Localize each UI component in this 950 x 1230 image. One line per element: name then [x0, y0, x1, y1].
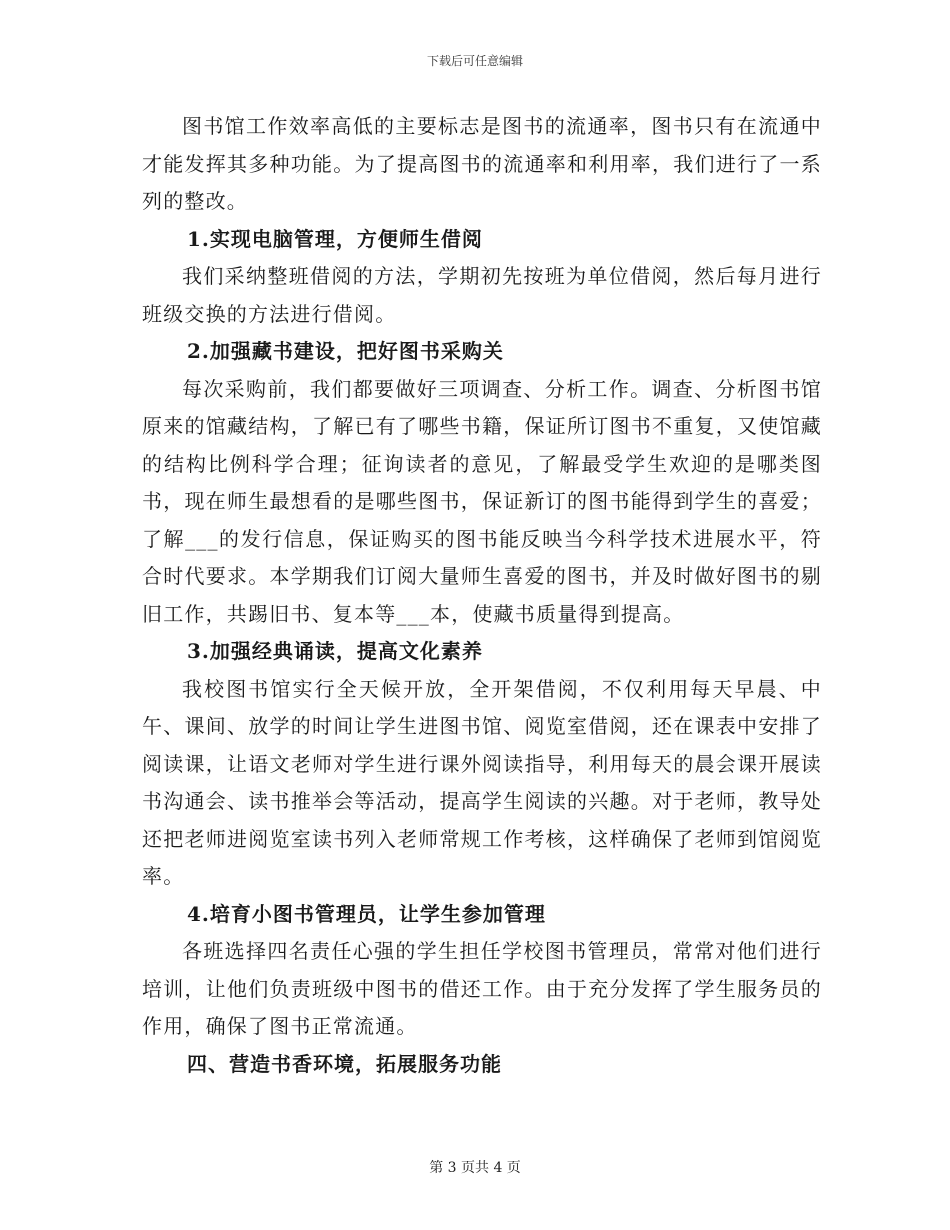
- section-heading-2: 2.加强藏书建设，把好图书采购关: [187, 339, 504, 363]
- paragraph-section-2: 每次采购前，我们都要做好三项调查、分析工作。调查、分析图书馆原来的馆藏结构，了解已有了哪些书籍，保证所订图书不重复，又使馆藏的结构比例科学合理；征询读者的意见，了解最受学生欢迎的是哪类图书，现在师生最想看的是哪些图书，保证新订的图书能得到学生的喜爱；了解___的发行信息，保证购买的图书能反映当今科学技术进展水平，符合时代要求。本学期我们订阅大量师生喜爱的图书，并及时做好图书的剔旧工作，共踢旧书、复本等___本，使藏书质量得到提高。: [142, 376, 822, 626]
- section-heading-3: 3.加强经典诵读，提高文化素养: [187, 639, 483, 663]
- section-heading-1: 1.实现电脑管理，方便师生借阅: [187, 226, 483, 251]
- paragraph-section-3: 我校图书馆实行全天候开放，全开架借阅，不仅利用每天早晨、中午、课间、放学的时间让学生进图书馆、阅览室借阅，还在课表中安排了阅读课，让语文老师对学生进行课外阅读指导，利用每天的晨会课开展读书沟通会、读书推举会等活动，提高学生阅读的兴趣。对于老师，教导处还把老师进阅览室读书列入老师常规工作考核，这样确保了老师到馆阅览率。: [142, 676, 822, 888]
- document-body: [142, 108, 822, 1083]
- paragraph-intro: 图书馆工作效率高低的主要标志是图书的流通率，图书只有在流通中才能发挥其多种功能。为了提高图书的流通率和利用率，我们进行了一系列的整改。: [142, 114, 822, 213]
- page-header: 下载后可任意编辑: [426, 54, 523, 68]
- section-heading-4: 4.培育小图书管理员，让学生参加管理: [187, 901, 546, 926]
- paragraph-section-1: 我们采纳整班借阅的方法，学期初先按班为单位借阅，然后每月进行班级交换的方法进行借阅。: [142, 264, 822, 326]
- page-footer: 第 3 页共 4 页: [429, 1160, 521, 1176]
- paragraph-section-4: 各班选择四名责任心强的学生担任学校图书管理员，常常对他们进行培训，让他们负责班级中图书的借还工作。由于充分发挥了学生服务员的作用，确保了图书正常流通。: [142, 939, 822, 1038]
- section-heading-part-four: 四、营造书香环境，拓展服务功能: [187, 1051, 502, 1076]
